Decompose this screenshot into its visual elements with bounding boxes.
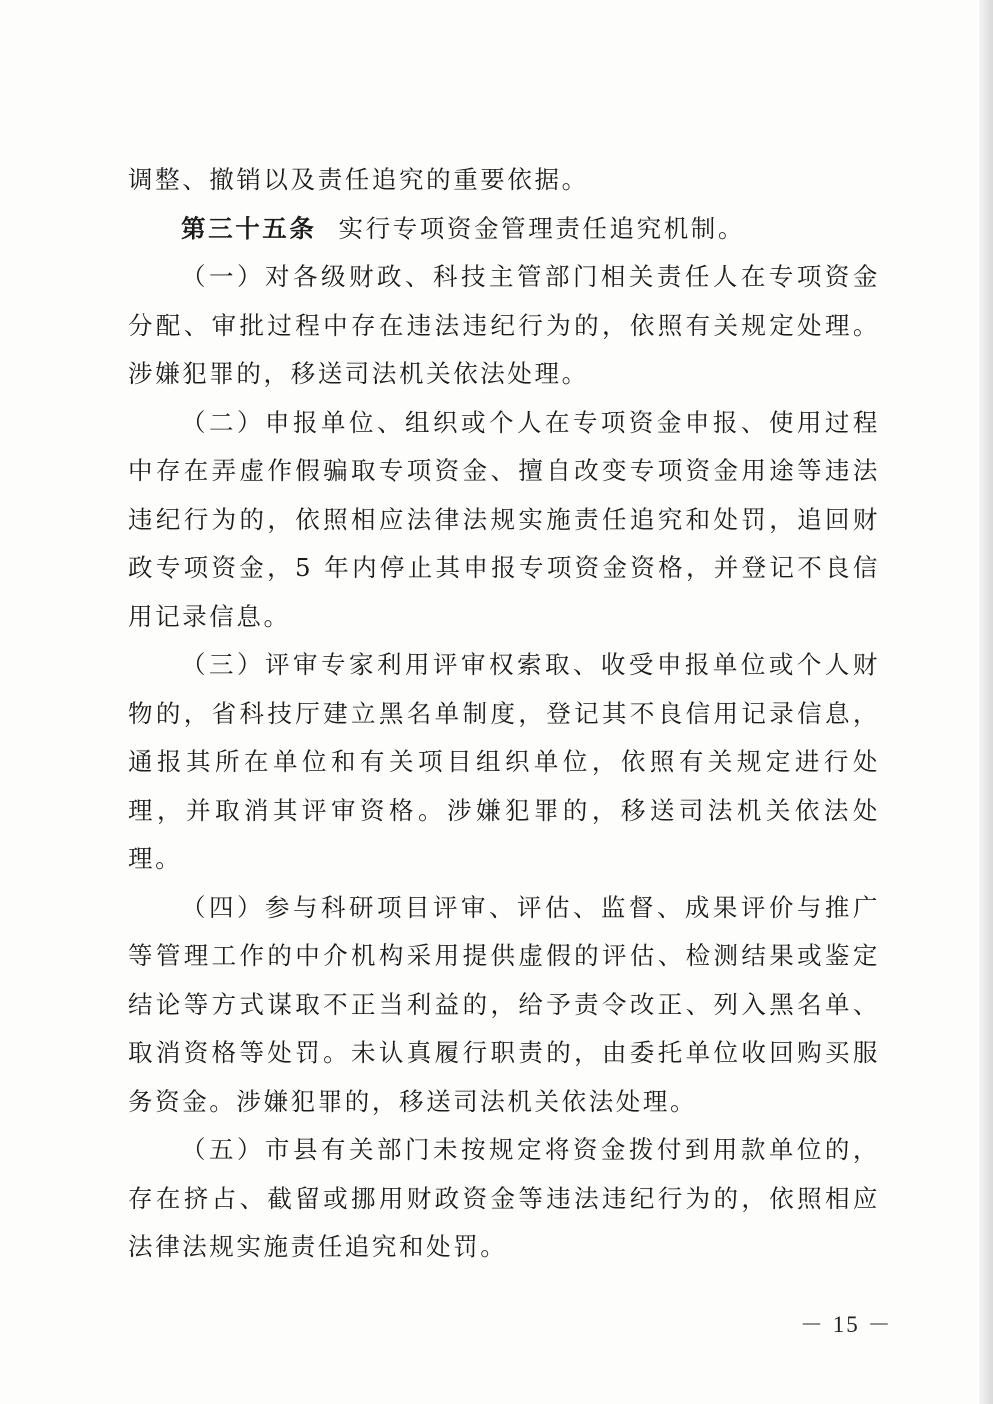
paragraph-item-2: （二）申报单位、组织或个人在专项资金申报、使用过程中存在弄虚作假骗取专项资金、擅自改变专项资金用途等违法违纪行为的，依照相应法律法规实施责任追究和处罚，追回财政专项资金，5 年内停止其申报专项资金资格，并登记不良信用记录信息。	[128, 407, 880, 631]
paragraph-item-1: （一）对各级财政、科技主管部门相关责任人在专项资金分配、审批过程中存在违法违纪行为的，依照有关规定处理。涉嫌犯罪的，移送司法机关依法处理。	[128, 262, 880, 388]
page-number: － 15 －	[800, 1312, 893, 1337]
paragraph-article-35	[128, 205, 880, 254]
paragraph-item-3: （三）评审专家利用评审权索取、收受申报单位或个人财物的，省科技厅建立黑名单制度，登记其不良信用记录信息，通报其所在单位和有关项目组织单位，依照有关规定进行处理，并取消其评审资格。涉嫌犯罪的，移送司法机关依法处理。	[128, 650, 880, 873]
paragraph-item-5: （五）市县有关部门未按规定将资金拨付到用款单位的，存在挤占、截留或挪用财政资金等违法违纪行为的，依照相应法律法规实施责任追究和处罚。	[128, 1135, 880, 1261]
paragraph-item-4: （四）参与科研项目评审、评估、监督、成果评价与推广等管理工作的中介机构采用提供虚假的评估、检测结果或鉴定结论等方式谋取不正当利益的，给予责令改正、列入黑名单、取消资格等处罚。未认真履行职责的，由委托单位收回购买服务资金。涉嫌犯罪的，移送司法机关依法处理。	[128, 892, 880, 1116]
article-number: 第三十五条	[181, 213, 317, 243]
scan-edge-shadow	[979, 0, 993, 1404]
paragraph-continuation: 调整、撤销以及责任追究的重要依据。	[128, 165, 589, 194]
article-text: 实行专项资金管理责任追究机制。	[338, 213, 745, 243]
document-body	[128, 156, 880, 1272]
